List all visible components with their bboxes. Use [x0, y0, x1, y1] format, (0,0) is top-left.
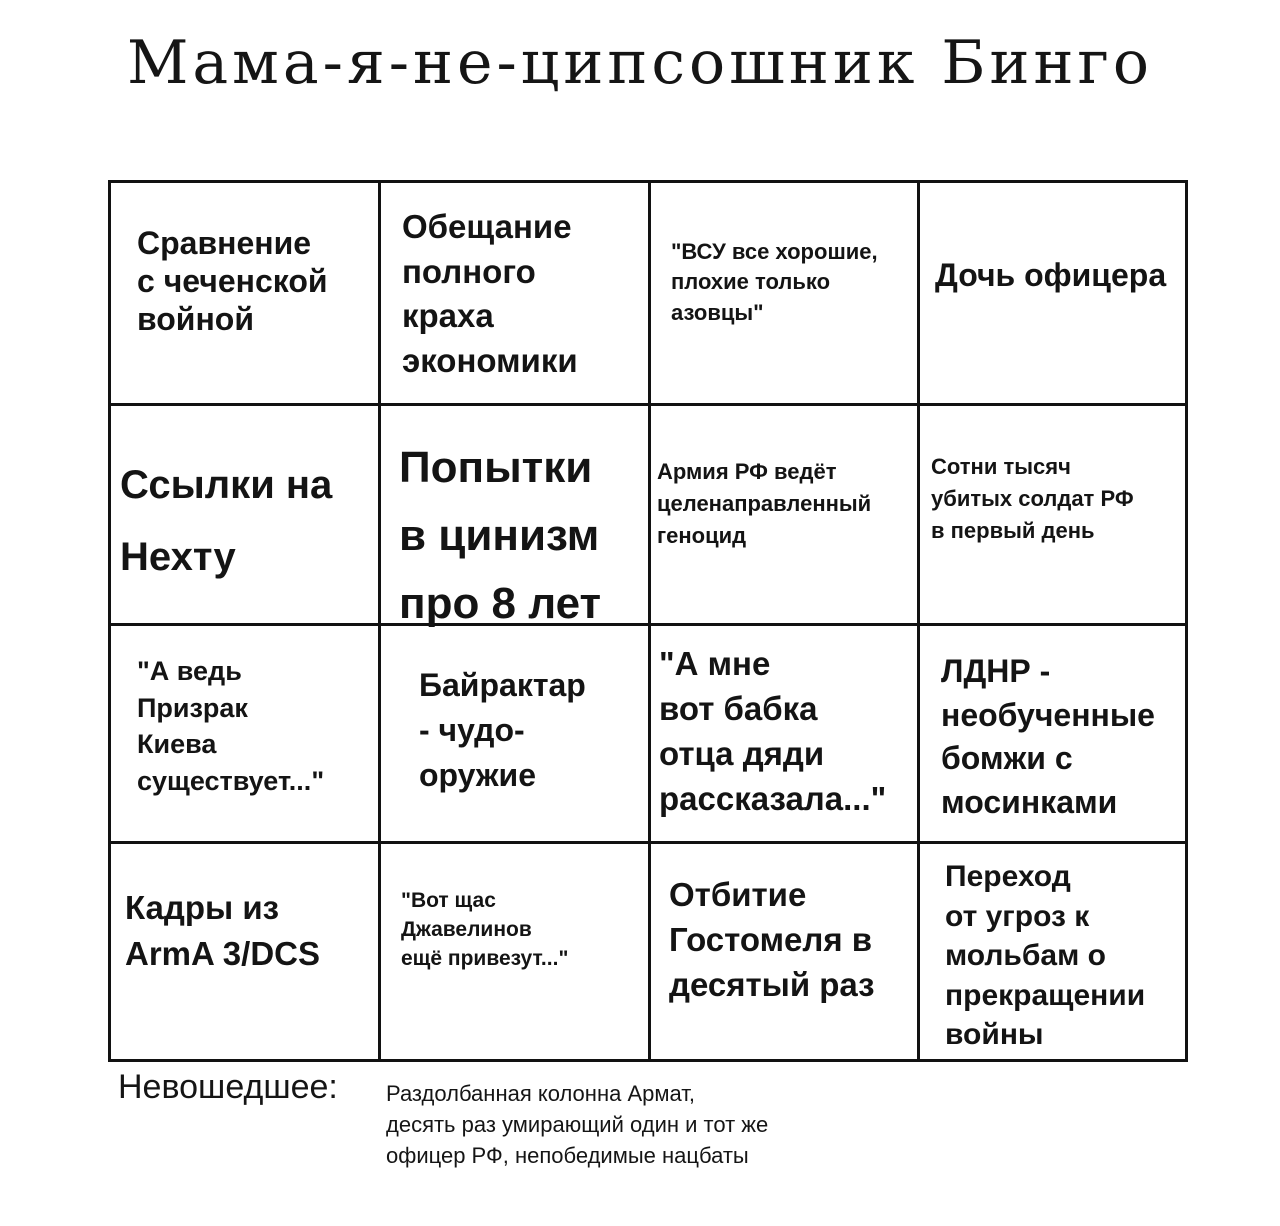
bingo-cell: Попытки в цинизм про 8 лет — [399, 443, 602, 629]
footer-text: Раздолбанная колонна Армат, десять раз умирающий один и тот же офицер РФ, непобедимые нацбаты — [386, 1081, 769, 1169]
grid-line — [111, 623, 1185, 626]
grid-line — [917, 183, 920, 1059]
bingo-cell: Сотни тысяч убитых солдат РФ в первый день — [931, 454, 1134, 543]
bingo-cell: Обещание полного краха экономики — [402, 208, 578, 379]
bingo-cell: "А мне вот бабка отца дяди рассказала..." — [659, 645, 887, 817]
grid-line — [648, 183, 651, 1059]
bingo-cell: "Вот щас Джавелинов ещё привезут..." — [401, 889, 569, 970]
bingo-cell: Байрактар - чудо- оружие — [419, 667, 586, 793]
bingo-cell: "А ведь Призрак Киева существует..." — [137, 656, 325, 797]
bingo-cell: Отбитие Гостомеля в десятый раз — [669, 876, 875, 1003]
footer-label: Невошедшее: — [118, 1068, 338, 1106]
bingo-title: Мама-я-не-ципсошник Бинго — [126, 28, 1154, 98]
grid-line — [378, 183, 381, 1059]
bingo-cell: Ссылки на Нехту — [120, 463, 333, 579]
bingo-cell: Дочь офицера — [935, 257, 1167, 293]
bingo-cell: Армия РФ ведёт целенаправленный геноцид — [657, 459, 872, 548]
bingo-cell: "ВСУ все хорошие, плохие только азовцы" — [671, 239, 878, 325]
bingo-cell: Кадры из ArmA 3/DCS — [125, 889, 320, 973]
bingo-cell: ЛДНР - необученные бомжи с мосинками — [941, 653, 1155, 820]
bingo-cell: Переход от угроз к мольбам о прекращении войны — [945, 860, 1146, 1052]
bingo-cell: Сравнение с чеченской войной — [137, 225, 328, 337]
grid-line — [111, 841, 1185, 844]
grid-line — [111, 403, 1185, 406]
bingo-grid — [108, 180, 1188, 1062]
